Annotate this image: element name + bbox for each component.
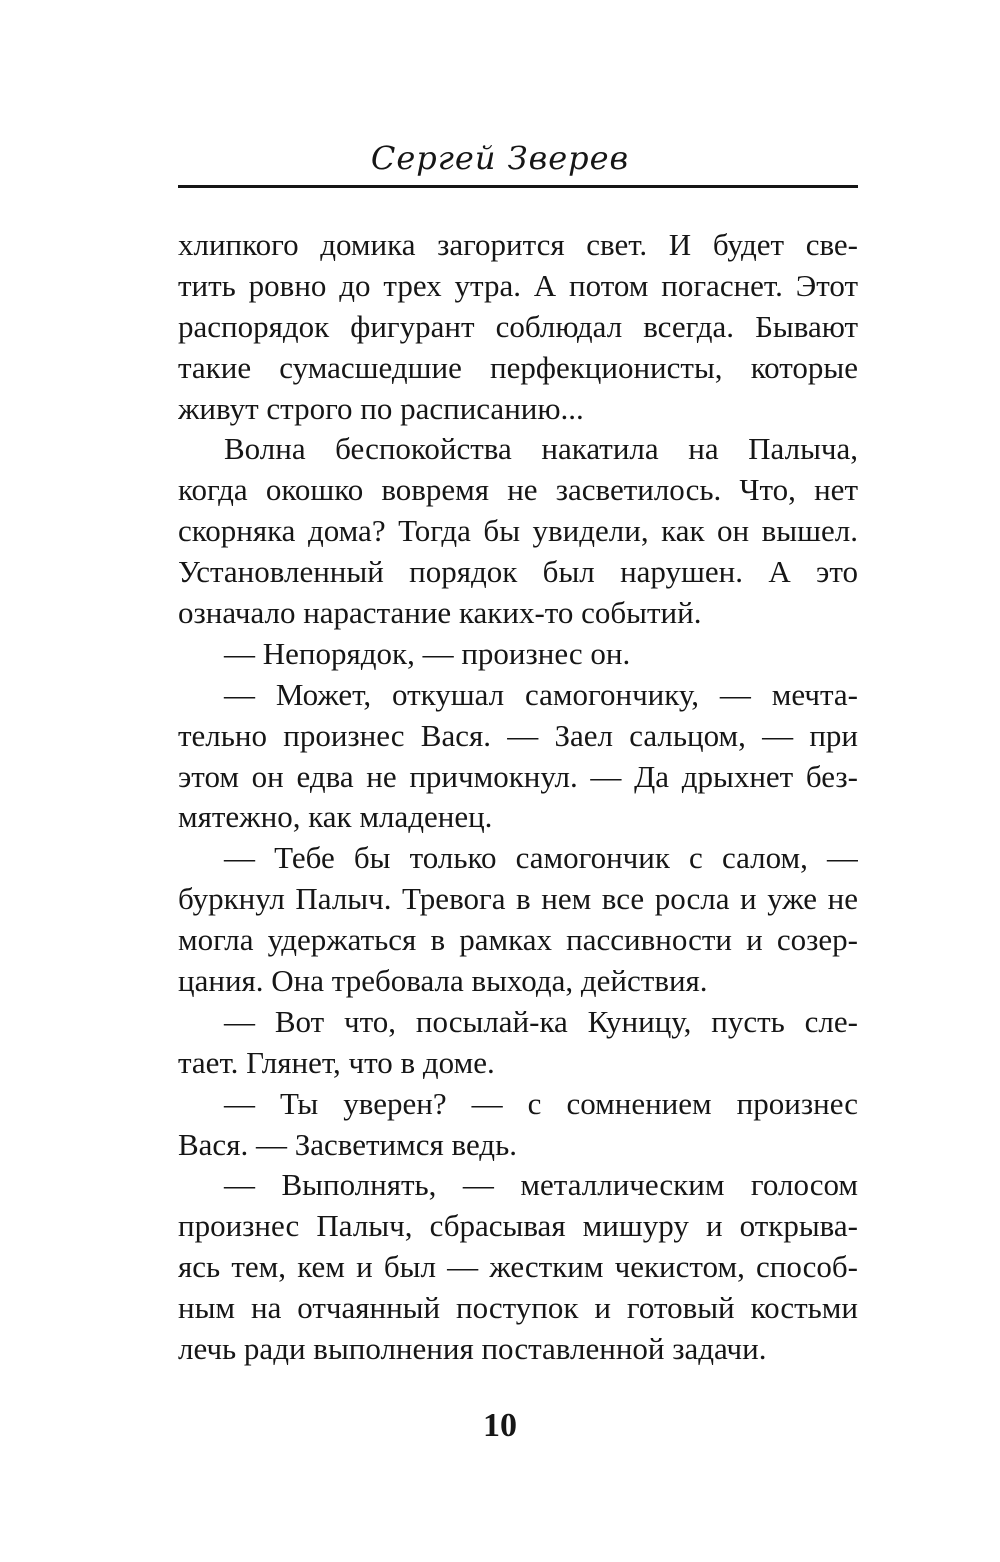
text-line: лечь ради выполнения поставленной задачи. (178, 1331, 767, 1367)
text-line: могла удержаться в рамках пассивности и созер- (178, 922, 858, 958)
text-line: цания. Она требовала выхода, действия. (178, 963, 708, 999)
text-line: буркнул Палыч. Тревога в нем все росла и уже не (178, 881, 858, 917)
text-line: тает. Глянет, что в доме. (178, 1044, 495, 1080)
text-line: — Может, откушал самогончику, — мечта- (224, 676, 858, 712)
text-line: скорняка дома? Тогда бы увидели, как он вышел. (178, 513, 858, 549)
text-line: — Выполнять, — металлическим голосом (224, 1167, 858, 1203)
text-line: произнес Палыч, сбрасывая мишуру и открыва- (178, 1208, 858, 1244)
text-line: тить ровно до трех утра. А потом погаснет. Этот (178, 267, 858, 303)
header-rule (178, 185, 858, 188)
text-line: тельно произнес Вася. — Заел сальцом, — при (178, 717, 858, 753)
text-line: хлипкого домика загорится свет. И будет све- (178, 227, 858, 262)
page-number: 10 (483, 1407, 517, 1444)
text-line: ясь тем, кем и был — жестким чекистом, способ- (178, 1249, 858, 1285)
running-header-author: Сергей Зверев (370, 139, 630, 177)
text-line: — Тебе бы только самогончик с салом, — (224, 840, 858, 876)
text-line: Установленный порядок был нарушен. А это (178, 554, 858, 590)
text-line: — Непорядок, — произнес он. (224, 635, 631, 671)
text-line: — Вот что, посылай-ка Куницу, пусть сле- (224, 1003, 858, 1039)
text-line: мятежно, как младенец. (178, 799, 493, 835)
text-line: — Ты уверен? — с сомнением произнес (224, 1085, 858, 1121)
text-line: Вася. — Засветимся ведь. (178, 1126, 517, 1162)
text-line: распорядок фигурант соблюдал всегда. Бывают (178, 308, 858, 344)
text-line: когда окошко вовремя не засветилось. Что, нет (178, 472, 858, 508)
text-line: Волна беспокойства накатила на Палыча, (224, 431, 858, 467)
text-line: этом он едва не причмокнул. — Да дрыхнет без- (178, 758, 858, 794)
body-text (178, 225, 858, 1370)
text-line: ным на отчаянный поступок и готовый костьми (178, 1290, 858, 1326)
text-line: живут строго по расписанию... (178, 390, 584, 426)
text-line: означало нарастание каких-то событий. (178, 595, 702, 631)
text-line: такие сумасшедшие перфекционисты, которые (178, 349, 858, 385)
